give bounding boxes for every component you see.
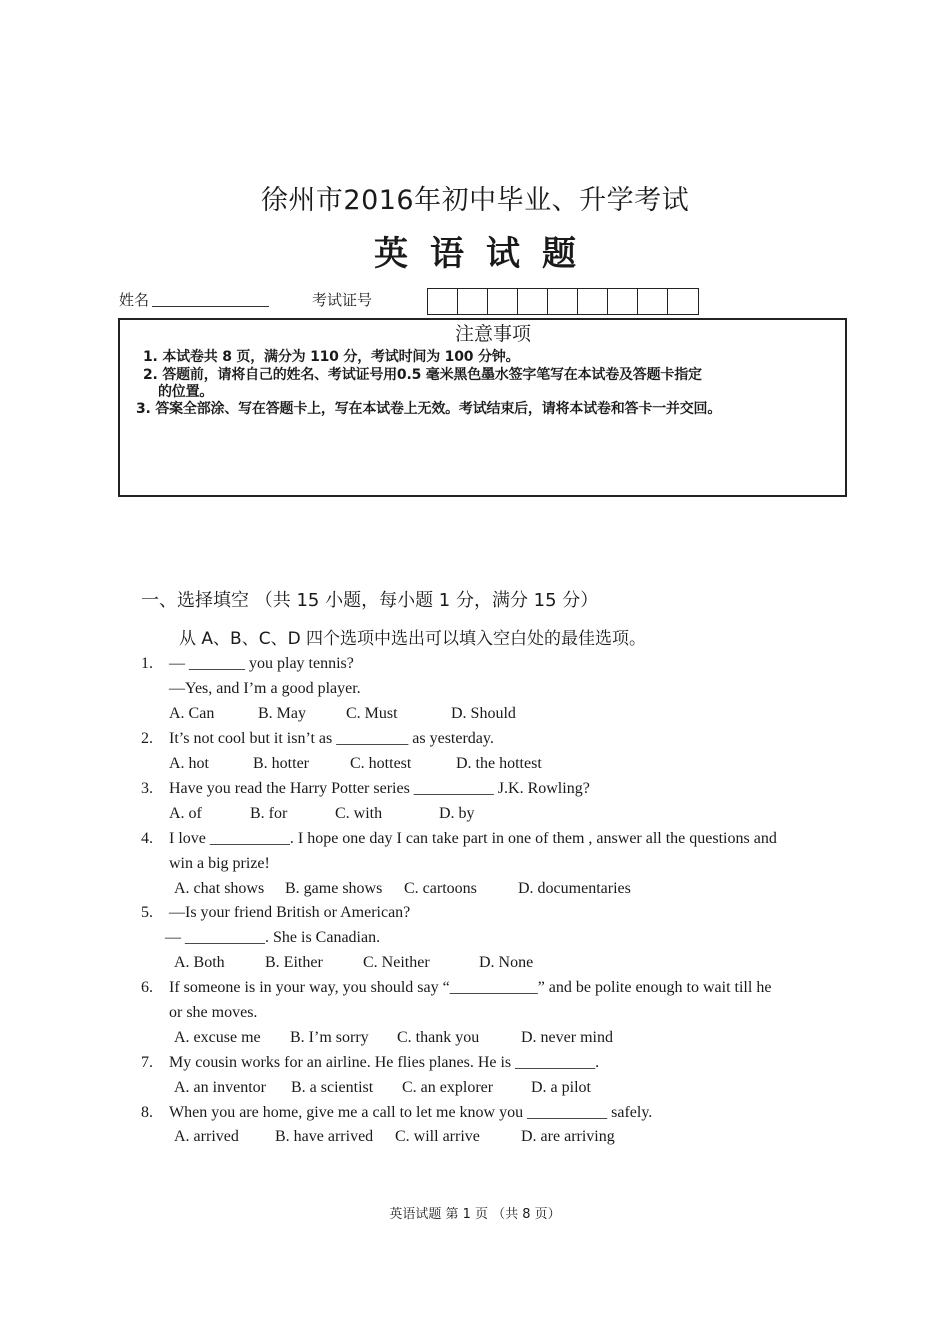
question-number: 7. xyxy=(141,1054,153,1071)
question-number: 6. xyxy=(141,979,153,996)
option[interactable]: B. for xyxy=(250,805,288,822)
option[interactable]: D. documentaries xyxy=(518,880,631,897)
notice-item-2-cont: 的位置。 xyxy=(158,384,214,400)
question-text: It’s not cool but it isn’t as _________ as yesterday. xyxy=(169,730,494,747)
option[interactable]: D. None xyxy=(479,954,534,971)
option[interactable]: B. May xyxy=(258,705,306,722)
question-number: 2. xyxy=(141,730,153,747)
option[interactable]: A. Both xyxy=(174,954,225,971)
option[interactable]: D. by xyxy=(439,805,475,822)
question-number: 1. xyxy=(141,655,153,672)
option[interactable]: D. never mind xyxy=(521,1029,613,1046)
option[interactable]: C. hottest xyxy=(350,755,412,772)
exam-id-boxes[interactable] xyxy=(427,288,699,315)
question-text: —Yes, and I’m a good player. xyxy=(169,680,361,697)
page-footer: 英语试题 第 1 页 （共 8 页） xyxy=(389,1207,561,1222)
question-number: 5. xyxy=(141,904,153,921)
option[interactable]: B. game shows xyxy=(285,880,383,897)
option[interactable]: A. arrived xyxy=(174,1128,239,1145)
name-blank[interactable] xyxy=(152,306,269,307)
option[interactable]: C. an explorer xyxy=(402,1079,494,1096)
question-number: 4. xyxy=(141,830,153,847)
question-text: Have you read the Harry Potter series __________ J.K. Rowling? xyxy=(169,780,590,797)
question-text: — _______ you play tennis? xyxy=(169,655,354,672)
name-label: 姓名 xyxy=(119,291,150,309)
exam-title: 徐州市2016年初中毕业、升学考试 xyxy=(260,185,690,216)
option[interactable]: D. a pilot xyxy=(531,1079,591,1096)
exam-id-cell[interactable] xyxy=(428,289,458,314)
option[interactable]: C. with xyxy=(335,805,383,822)
option[interactable]: A. excuse me xyxy=(174,1029,261,1046)
option[interactable]: C. cartoons xyxy=(404,880,477,897)
exam-id-cell[interactable] xyxy=(638,289,668,314)
exam-id-cell[interactable] xyxy=(458,289,488,314)
option[interactable]: A. Can xyxy=(169,705,215,722)
option[interactable]: B. I’m sorry xyxy=(290,1029,369,1046)
option[interactable]: C. Must xyxy=(346,705,398,722)
option[interactable]: B. a scientist xyxy=(291,1079,374,1096)
option[interactable]: C. will arrive xyxy=(395,1128,480,1145)
notice-item-1: 1. 本试卷共 8 页，满分为 110 分，考试时间为 100 分钟。 xyxy=(143,349,520,365)
question-text: If someone is in your way, you should say “___________” and be polite enough to wait till he xyxy=(169,979,772,996)
option[interactable]: C. thank you xyxy=(397,1029,480,1046)
question-text: win a big prize! xyxy=(169,855,270,872)
notice-item-2: 2. 答题前，请将自己的姓名、考试证号用0.5 毫米黑色墨水签字笔写在本试卷及答题卡指定 xyxy=(143,367,702,383)
question-text: —Is your friend British or American? xyxy=(169,904,411,921)
question-text: When you are home, give me a call to let me know you __________ safely. xyxy=(169,1104,653,1121)
exam-id-cell[interactable] xyxy=(518,289,548,314)
section-instruction: 从 A、B、C、D 四个选项中选出可以填入空白处的最佳选项。 xyxy=(179,629,647,649)
option[interactable]: A. an inventor xyxy=(174,1079,266,1096)
option[interactable]: D. are arriving xyxy=(521,1128,615,1145)
subject-title: 英语试题 xyxy=(374,234,598,274)
option[interactable]: A. chat shows xyxy=(174,880,265,897)
question-number: 8. xyxy=(141,1104,153,1121)
question-number: 3. xyxy=(141,780,153,797)
exam-id-cell[interactable] xyxy=(578,289,608,314)
question-text: My cousin works for an airline. He flies planes. He is __________. xyxy=(169,1054,600,1071)
section-heading: 一、选择填空 （共 15 小题，每小题 1 分，满分 15 分） xyxy=(141,590,599,611)
question-text: — __________. She is Canadian. xyxy=(165,929,381,946)
exam-id-cell[interactable] xyxy=(548,289,578,314)
notice-title: 注意事项 xyxy=(455,323,532,345)
option[interactable]: A. hot xyxy=(169,755,209,772)
exam-id-cell[interactable] xyxy=(668,289,698,314)
option[interactable]: D. Should xyxy=(451,705,516,722)
option[interactable]: D. the hottest xyxy=(456,755,542,772)
exam-id-cell[interactable] xyxy=(488,289,518,314)
option[interactable]: B. Either xyxy=(265,954,323,971)
exam-id-cell[interactable] xyxy=(608,289,638,314)
option[interactable]: C. Neither xyxy=(363,954,430,971)
question-text: or she moves. xyxy=(169,1004,258,1021)
option[interactable]: B. hotter xyxy=(253,755,309,772)
exam-id-label: 考试证号 xyxy=(312,291,373,309)
option[interactable]: B. have arrived xyxy=(275,1128,374,1145)
option[interactable]: A. of xyxy=(169,805,202,822)
question-text: I love __________. I hope one day I can take part in one of them , answer all the questions and xyxy=(169,830,777,847)
notice-item-3: 3. 答案全部涂、写在答题卡上，写在本试卷上无效。考试结束后，请将本试卷和答卡一并交回。 xyxy=(136,401,722,417)
